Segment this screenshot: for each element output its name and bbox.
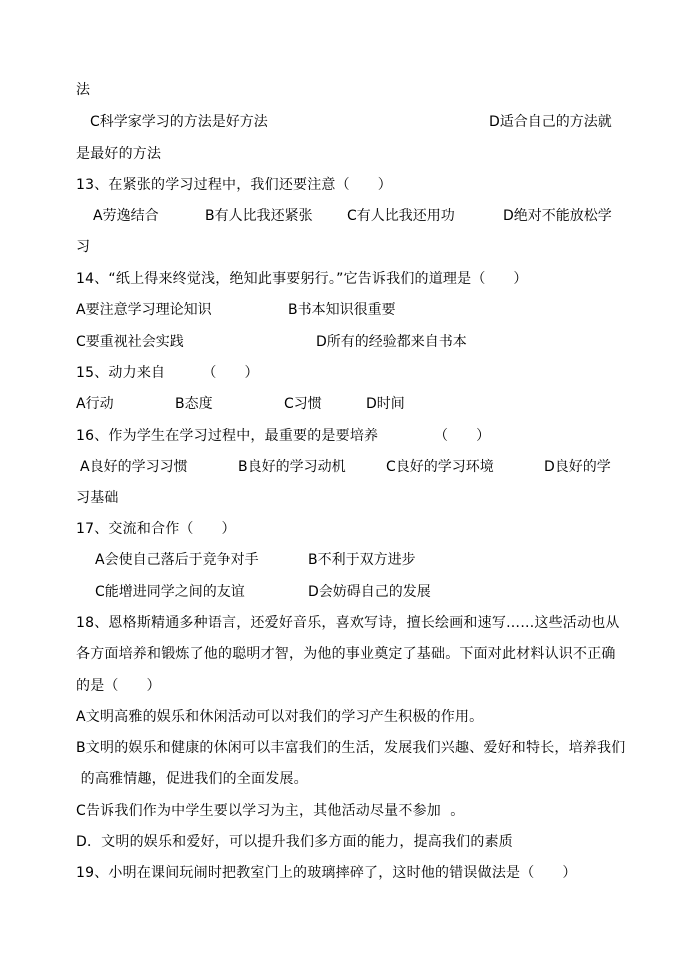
- option-d: D良好的学: [544, 459, 611, 475]
- option-a: A要注意学习理论知识: [76, 302, 212, 318]
- text-line: 习基础: [76, 490, 119, 506]
- option-a: A劳逸结合: [93, 208, 159, 224]
- option-d: D会妨碍自己的发展: [308, 584, 431, 600]
- text-line: 法: [76, 82, 91, 98]
- text-line: 各方面培养和锻炼了他的聪明才智，为他的事业奠定了基础。下面对此材料认识不正确: [76, 646, 616, 662]
- text-line: 的是（ ）: [76, 678, 161, 694]
- option-a: A良好的学习习惯: [80, 459, 188, 475]
- option-d: D时间: [366, 396, 405, 412]
- question-15: 15、动力来自 （ ）: [76, 365, 259, 381]
- option-c: C有人比我还用功: [347, 208, 455, 224]
- option-c: C告诉我们作为中学生要以学习为主，其他活动尽量不参加 。: [76, 803, 465, 819]
- option-b: B不利于双方进步: [308, 552, 416, 568]
- option-b: B文明的娱乐和健康的休闲可以丰富我们的生活，发展我们兴趣、爱好和特长，培养我们: [76, 740, 626, 756]
- text-line: 的高雅情趣，促进我们的全面发展。: [76, 771, 308, 787]
- text-line: 习: [76, 239, 91, 255]
- option-c: C要重视社会实践: [76, 334, 184, 350]
- option-a: A文明高雅的娱乐和休闲活动可以对我们的学习产生积极的作用。: [76, 709, 484, 725]
- question-14: 14、“纸上得来终觉浅，绝知此事要躬行。”它告诉我们的道理是（ ）: [76, 271, 528, 287]
- option-b: B书本知识很重要: [288, 302, 396, 318]
- option-a: A行动: [76, 396, 114, 412]
- option-c: C习惯: [284, 396, 322, 412]
- option-b: B良好的学习动机: [238, 459, 346, 475]
- option-c: C能增进同学之间的友谊: [95, 584, 245, 600]
- question-16: 16、作为学生在学习过程中，最重要的是要培养 （ ）: [76, 428, 491, 444]
- option-a: A会使自己落后于竞争对手: [95, 552, 259, 568]
- option-c: C良好的学习环境: [386, 459, 494, 475]
- question-19: 19、小明在课间玩闹时把教室门上的玻璃摔碎了，这时他的错误做法是（ ）: [76, 865, 577, 881]
- option-b: B有人比我还紧张: [205, 208, 313, 224]
- question-18: 18、恩格斯精通多种语言，还爱好音乐，喜欢写诗，擅长绘画和速写……这些活动也从: [76, 615, 620, 631]
- option-b: B态度: [175, 396, 213, 412]
- text-line: 是最好的方法: [76, 146, 162, 162]
- option-d: D适合自己的方法就: [489, 114, 612, 130]
- question-13: 13、在紧张的学习过程中，我们还要注意（ ）: [76, 177, 392, 193]
- question-17: 17、交流和合作（ ）: [76, 521, 236, 537]
- option-d: D所有的经验都来自书本: [316, 334, 467, 350]
- option-d: D．文明的娱乐和爱好，可以提升我们多方面的能力，提高我们的素质: [76, 834, 513, 850]
- option-d: D绝对不能放松学: [503, 208, 612, 224]
- option-c: C科学家学习的方法是好方法: [90, 114, 268, 130]
